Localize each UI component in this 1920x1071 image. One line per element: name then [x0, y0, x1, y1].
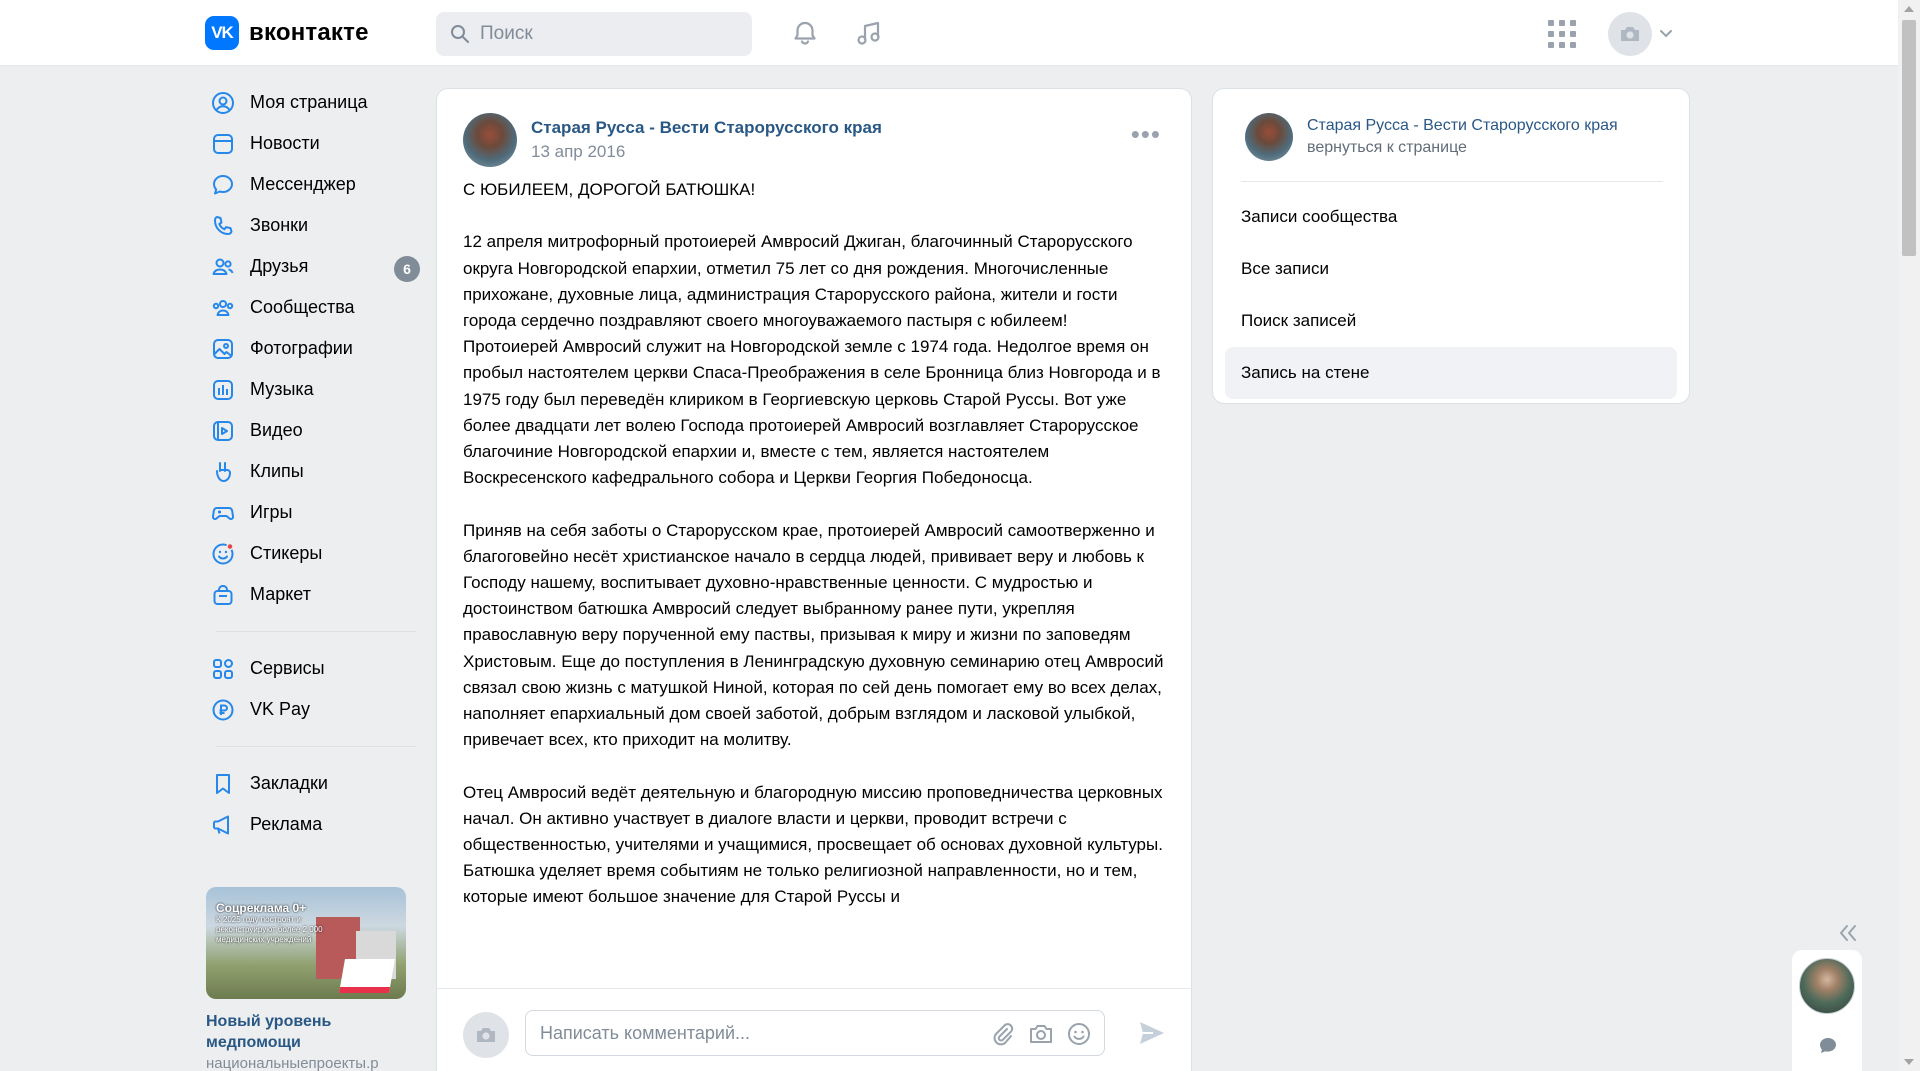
megaphone-icon: [210, 812, 236, 838]
nav-friends[interactable]: [206, 246, 420, 287]
photo-icon: [210, 336, 236, 362]
comment-input-wrapper[interactable]: [525, 1010, 1105, 1056]
menu-search-posts[interactable]: Поиск записей: [1241, 311, 1357, 330]
ad-url[interactable]: национальныепроекты.р: [206, 1055, 379, 1071]
nav-label: Друзья: [250, 256, 309, 276]
post-date[interactable]: 13 апр 2016: [531, 142, 626, 161]
ruble-coin-icon: [210, 697, 236, 723]
nav-divider: [216, 631, 416, 632]
bookmark-icon: [210, 771, 236, 797]
collapse-chats-icon[interactable]: [1838, 918, 1858, 949]
nav-label: Звонки: [250, 215, 309, 235]
nav-label: Сообщества: [250, 297, 355, 317]
search-box[interactable]: [436, 12, 752, 56]
nav-label: Новости: [250, 133, 320, 153]
music-bars-icon: [210, 377, 236, 403]
page-scrollbar[interactable]: [1898, 0, 1920, 1071]
more-options-icon[interactable]: •••: [1130, 119, 1161, 149]
panel-menu: [1225, 191, 1677, 399]
nav-label: Видео: [250, 420, 303, 440]
paperclip-icon[interactable]: [990, 1021, 1016, 1052]
nav-label: VK Pay: [250, 699, 311, 719]
nav-video[interactable]: [206, 410, 420, 451]
nav-label: Игры: [250, 502, 293, 522]
nav-bookmarks[interactable]: [206, 763, 420, 804]
search-icon: [450, 24, 470, 44]
nav-label: Фотографии: [250, 338, 353, 358]
nav-label: Мессенджер: [250, 174, 356, 194]
ad-caption-text: К 2025 году построят и реконструируют более 2 000 медицинских учреждений: [216, 915, 323, 944]
chat-widget: [1792, 950, 1862, 1071]
search-input[interactable]: [480, 23, 720, 45]
profile-menu[interactable]: [1608, 12, 1672, 56]
nav-label: Стикеры: [250, 543, 323, 563]
nav-label: Сервисы: [250, 658, 325, 678]
nav-calls[interactable]: [206, 205, 420, 246]
menu-wall-post[interactable]: Запись на стене: [1225, 347, 1677, 399]
national-projects-logo: [339, 959, 395, 993]
post-text: С ЮБИЛЕЕМ, ДОРОГОЙ БАТЮШКА! 12 апреля митрофорный протоиерей Амвросий Джиган, благочинный Старорусского округа Новгородской епархии, отметил 75 лет со дня рождения. Многочисленные прихожане, духовные лица, администрация Старорусского района, жители и гости города сердечно поздравляют своего многоуважаемого пастыря с юбилеем! Протоиерей Амвросий служит на Новгородской земле с 1974 года. Недолгое время он пробыл настоятелем церкви Спаса-Преображения в селе Бронница близ Новгорода и в 1975 году был переведён клириком в Георгиевскую церковь Старой Руссы. Вот уже более двадцати лет волею Господа протоиерей Амвросий возглавляет Старорусское благочиние Новгородской епархии и, вместе с тем, является настоятелем Воскресенского кафедрального собора и Церкви Георгия Победоносца. Приняв на себя заботы о Старорусском крае, протоиерей Амвросий самоотверженно и благоговейно несёт христианское начало в сердца людей, прививает веру и любовь к Господу нашему, воспитывает духовно-нравственные ценности. С мудростью и достоинством батюшка Амвросий следует выбранному ранее пути, укрепляя православную веру порученной ему паствы, призывая к миру и жизни по заповедям Христовым. Еще до поступления в Ленинградскую духовную семинарию отец Амвросий связал свою жизнь с матушкой Ниной, которая по сей день помогает ему во всех делах, наполняет епархиальный дом своей заботой, добрым взглядом и ласковой улыбкой, привечает всех, кто приходит на молитву. Отец Амвросий ведёт деятельную и благородную миссию проповедничества церковных начал. Он активно участвует в диалоге власти и церкви, проводит встречи с общественностью, учителями и учащимися, просвещает об основах духовной культуры. Батюшка уделяет время событиям не только религиозной направленности, но и тем, которые имеют большое значение для Старой Руссы и: [463, 180, 1164, 907]
nav-label: Реклама: [250, 814, 323, 834]
logo-text: вконтакте: [249, 19, 369, 46]
nav-my-page[interactable]: [206, 82, 420, 123]
scroll-up-arrow-icon[interactable]: [1904, 6, 1914, 12]
nav-vk-pay[interactable]: [206, 689, 420, 730]
nav-communities[interactable]: [206, 287, 420, 328]
nav-label: Моя страница: [250, 92, 368, 112]
send-icon[interactable]: [1137, 1019, 1167, 1052]
wall-post: [436, 88, 1192, 1071]
ad-image-caption: [216, 901, 336, 945]
emoji-icon[interactable]: [1066, 1021, 1092, 1052]
video-icon: [210, 418, 236, 444]
group-avatar[interactable]: [463, 113, 517, 167]
top-header: [0, 0, 1898, 66]
nav-news[interactable]: [206, 123, 420, 164]
user-circle-icon: [210, 90, 236, 116]
news-icon: [210, 131, 236, 157]
scroll-down-arrow-icon[interactable]: [1904, 1059, 1914, 1065]
menu-all-posts[interactable]: Все записи: [1241, 259, 1329, 278]
group-avatar[interactable]: [1245, 113, 1293, 161]
group-name-link[interactable]: Старая Русса - Вести Старорусского края: [531, 118, 882, 137]
panel-divider: [1241, 181, 1663, 182]
chat-user-avatar[interactable]: [1799, 958, 1855, 1014]
camera-avatar-icon[interactable]: [463, 1012, 509, 1058]
clips-hand-icon: [210, 459, 236, 485]
back-to-page-link[interactable]: вернуться к странице: [1307, 139, 1467, 156]
smile-sticker-icon: [210, 541, 236, 567]
nav-music[interactable]: [206, 369, 420, 410]
nav-label: Музыка: [250, 379, 314, 399]
camera-icon[interactable]: [1028, 1021, 1054, 1052]
panel-group-name-link[interactable]: Старая Русса - Вести Старорусского края: [1307, 117, 1618, 134]
phone-icon: [210, 213, 236, 239]
nav-clips[interactable]: [206, 451, 420, 492]
friends-count-badge: 6: [394, 256, 420, 282]
nav-label: Маркет: [250, 584, 311, 604]
sponsored-ad[interactable]: [206, 887, 420, 1071]
nav-ads[interactable]: [206, 804, 420, 845]
nav-games[interactable]: [206, 492, 420, 533]
left-navigation: [206, 82, 420, 1071]
message-icon: [210, 172, 236, 198]
gamepad-icon: [210, 500, 236, 526]
post-header: [463, 113, 882, 167]
bell-icon[interactable]: [789, 17, 821, 49]
nav-services[interactable]: [206, 648, 420, 689]
scroll-thumb[interactable]: [1902, 20, 1916, 256]
comment-input[interactable]: [540, 1023, 960, 1044]
nav-messenger[interactable]: [206, 164, 420, 205]
shopping-bag-icon: [210, 582, 236, 608]
services-grid-icon: [210, 656, 236, 682]
ad-caption-title: Соцреклама 0+: [216, 901, 307, 915]
nav-label: Клипы: [250, 461, 304, 481]
comment-attach-icons: [990, 1021, 1092, 1052]
vk-logo[interactable]: [205, 16, 369, 50]
friends-icon: [210, 254, 236, 280]
nav-market[interactable]: [206, 574, 420, 615]
nav-divider: [216, 746, 416, 747]
ad-title[interactable]: Новый уровень медпомощи: [206, 1013, 332, 1051]
communities-icon: [210, 295, 236, 321]
community-wall-panel: [1212, 88, 1690, 404]
nav-label: Закладки: [250, 773, 328, 793]
nav-stickers[interactable]: [206, 533, 420, 574]
ad-image[interactable]: [206, 887, 406, 999]
music-icon[interactable]: [853, 17, 885, 49]
comment-bar: [436, 988, 1192, 1071]
camera-avatar-icon: [1608, 12, 1652, 56]
panel-header: [1245, 113, 1618, 161]
nav-photos[interactable]: [206, 328, 420, 369]
menu-community-posts[interactable]: Записи сообщества: [1241, 207, 1398, 226]
chevron-down-icon: [1660, 30, 1672, 38]
apps-grid-icon[interactable]: [1548, 20, 1576, 48]
message-bubble-icon[interactable]: [1818, 1036, 1838, 1061]
vk-logo-icon: VK: [205, 16, 239, 50]
